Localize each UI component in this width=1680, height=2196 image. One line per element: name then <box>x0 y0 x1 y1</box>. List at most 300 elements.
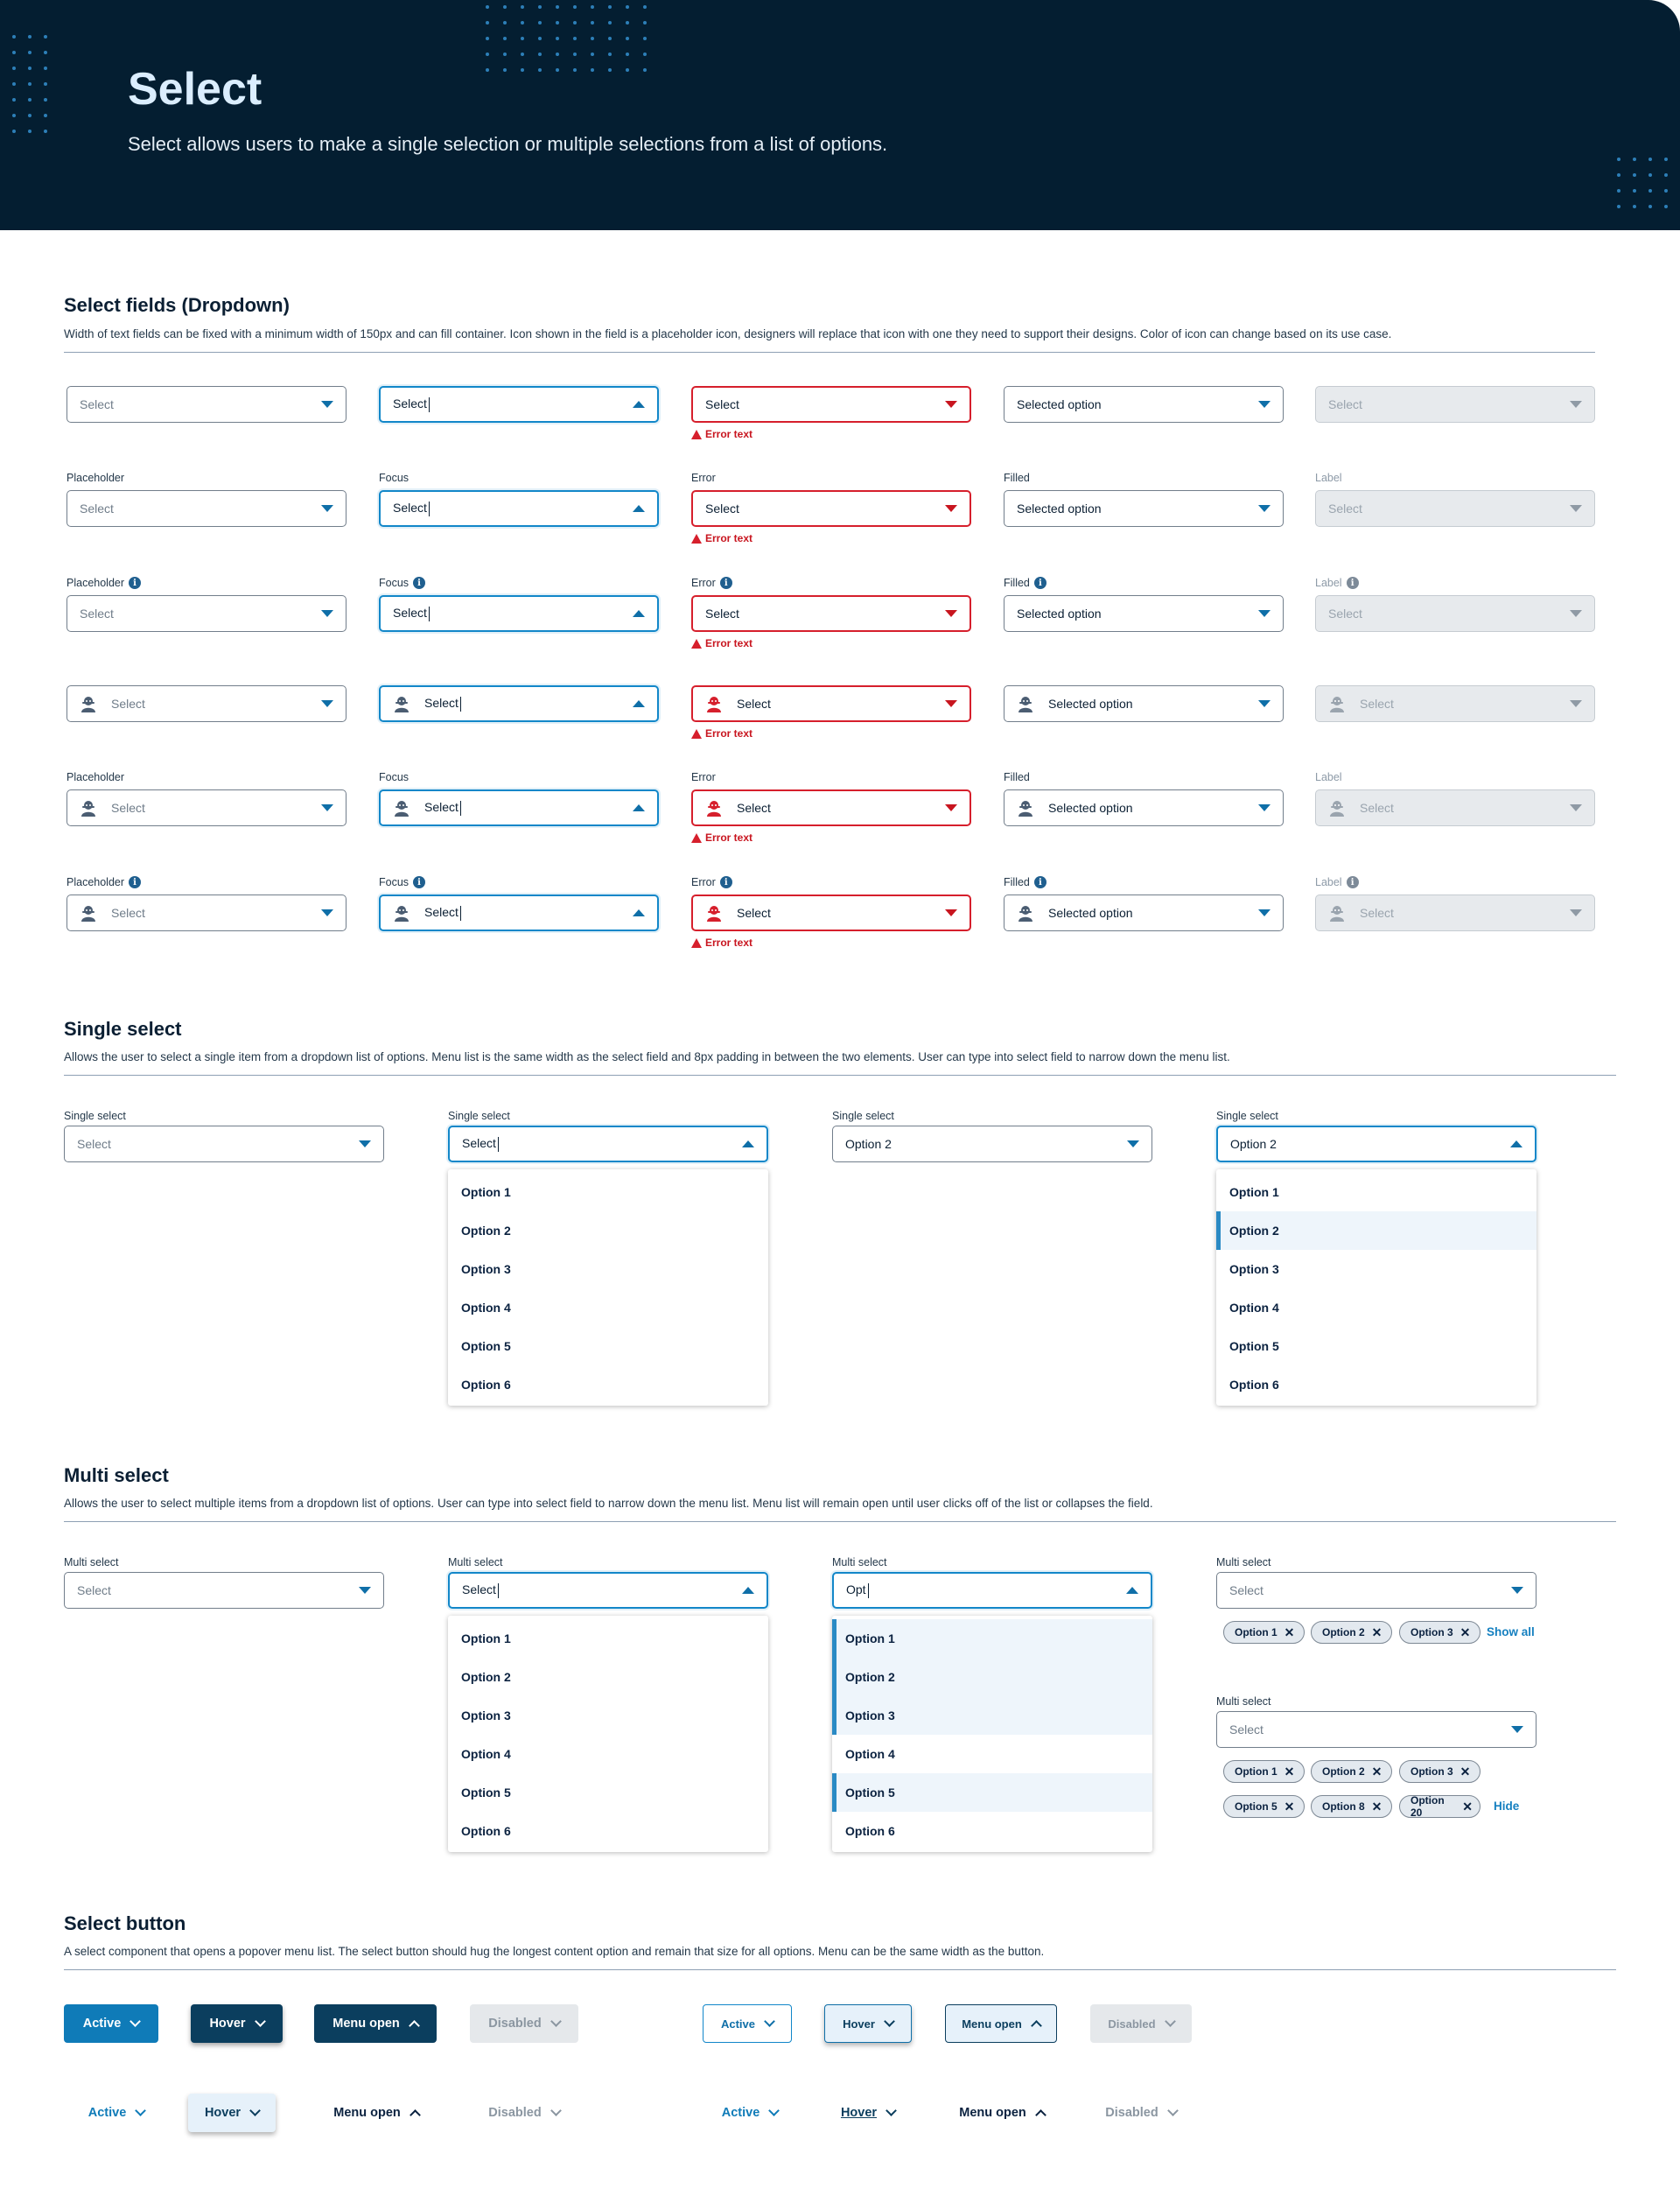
caret-down-icon <box>1511 1726 1523 1733</box>
field-label-text: Placeholder <box>66 577 125 589</box>
field-label-text: Focus <box>379 577 410 589</box>
field-label-text: Placeholder <box>66 876 125 888</box>
user-icon <box>1017 695 1034 712</box>
info-icon[interactable]: i <box>720 876 732 888</box>
caret-up-icon <box>742 1587 754 1594</box>
select-button-active[interactable] <box>703 2004 792 2043</box>
button-label: Active <box>82 2017 122 2031</box>
select-value: Select <box>705 502 739 516</box>
remove-icon[interactable]: ✕ <box>1284 1624 1295 1639</box>
caret-down-icon <box>321 700 333 707</box>
select-value: Select <box>1328 502 1362 516</box>
menu-option[interactable]: Option 4 <box>845 1747 895 1761</box>
select-value: Select <box>1360 906 1394 920</box>
option-menu <box>1216 1169 1536 1406</box>
chevron-down-icon <box>255 2016 266 2027</box>
field-label <box>1004 771 1030 783</box>
select-button-hover[interactable] <box>824 2094 912 2132</box>
page-title: Select <box>128 64 262 115</box>
chevron-up-icon <box>1031 2020 1042 2031</box>
select-value: Option 2 <box>1230 1137 1277 1151</box>
chevron-down-icon <box>1165 2016 1176 2027</box>
user-icon <box>1328 799 1346 817</box>
info-icon[interactable]: i <box>413 577 425 589</box>
select-value: Select <box>705 397 739 411</box>
select-button-menu-open[interactable] <box>945 2094 1059 2132</box>
text-cursor <box>429 607 430 621</box>
multi-select-field[interactable] <box>1216 1572 1536 1609</box>
select-field-disabled <box>1315 895 1595 931</box>
caret-down-icon <box>945 505 957 512</box>
user-icon <box>1328 695 1346 712</box>
field-label: Single select <box>448 1110 510 1122</box>
select-button-active[interactable] <box>64 2004 158 2043</box>
button-label: Active <box>88 2106 127 2120</box>
field-label-text: Error <box>691 771 716 783</box>
field-label <box>66 771 124 783</box>
select-field-placeholder[interactable] <box>66 895 346 931</box>
caret-down-icon <box>945 401 957 408</box>
select-field-focus[interactable] <box>379 386 659 423</box>
select-button-hover[interactable] <box>191 2004 283 2043</box>
caret-down-icon <box>1570 610 1582 617</box>
error-message: Error text <box>691 532 752 544</box>
field-label <box>1004 472 1030 484</box>
multi-select-field[interactable] <box>448 1572 768 1609</box>
caret-down-icon <box>945 909 957 916</box>
divider <box>64 1075 1616 1076</box>
chip-label: Option 2 <box>1322 1765 1365 1778</box>
caret-down-icon <box>1258 505 1270 512</box>
field-label <box>66 472 124 484</box>
warning-icon <box>691 430 702 439</box>
select-value: Select <box>737 697 771 711</box>
select-button-disabled <box>470 2004 578 2043</box>
field-label <box>66 577 141 589</box>
section-title-multi: Multi select <box>64 1464 169 1486</box>
caret-up-icon <box>633 909 645 916</box>
button-label: Menu open <box>959 2106 1026 2120</box>
caret-down-icon <box>945 610 957 617</box>
select-value: Select <box>111 801 145 815</box>
select-field-filled[interactable] <box>1004 386 1284 423</box>
caret-down-icon <box>1127 1140 1139 1147</box>
field-label <box>1315 876 1359 888</box>
select-field-error[interactable] <box>691 895 971 931</box>
menu-option[interactable]: Option 6 <box>1229 1378 1279 1392</box>
menu-option[interactable]: Option 4 <box>461 1747 511 1761</box>
field-label <box>379 577 425 589</box>
menu-option[interactable]: Option 1 <box>461 1631 511 1645</box>
select-field-placeholder[interactable] <box>66 789 346 826</box>
info-icon[interactable]: i <box>720 577 732 589</box>
select-value: Selected option <box>1048 697 1133 711</box>
menu-option[interactable]: Option 6 <box>461 1378 511 1392</box>
text-cursor <box>460 906 461 921</box>
error-message: Error text <box>691 428 752 440</box>
option-menu <box>448 1169 768 1406</box>
menu-option[interactable]: Option 1 <box>1229 1185 1279 1199</box>
select-value: Select <box>462 1582 742 1598</box>
user-icon <box>1328 904 1346 922</box>
select-value: Select <box>393 396 633 412</box>
select-button-hover[interactable] <box>188 2094 276 2132</box>
select-field-disabled <box>1315 789 1595 826</box>
field-label <box>691 771 716 783</box>
remove-icon[interactable]: ✕ <box>1460 1624 1471 1639</box>
select-button-menu-open[interactable] <box>314 2004 437 2043</box>
field-label <box>691 577 732 589</box>
field-label-text: Filled <box>1004 876 1030 888</box>
menu-option[interactable]: Option 5 <box>461 1786 511 1800</box>
menu-option[interactable]: Option 5 <box>832 1773 1152 1812</box>
info-icon[interactable]: i <box>1034 876 1046 888</box>
select-field-placeholder[interactable] <box>66 685 346 722</box>
section-desc-button: A select component that opens a popover menu list. The select button should hug the longest content option and remain that size for all options. Menu can be the same width as the button. <box>64 1945 1045 1958</box>
caret-down-icon <box>1258 909 1270 916</box>
remove-icon[interactable]: ✕ <box>1284 1799 1295 1814</box>
select-value: Selected option <box>1017 397 1102 411</box>
caret-down-icon <box>945 700 957 707</box>
divider <box>64 1969 1616 1970</box>
user-icon <box>393 695 410 712</box>
menu-option[interactable]: Option 2 <box>1216 1211 1536 1250</box>
select-button-disabled <box>1090 2004 1192 2043</box>
user-icon <box>80 695 97 712</box>
menu-option[interactable]: Option 6 <box>845 1824 895 1838</box>
select-value: Select <box>737 801 771 815</box>
select-value: Select <box>705 607 739 621</box>
caret-down-icon <box>321 610 333 617</box>
field-label-text: Error <box>691 472 716 484</box>
page-header <box>0 0 1680 230</box>
select-value: Select <box>77 1137 111 1151</box>
caret-up-icon <box>633 804 645 811</box>
chevron-up-icon <box>409 2020 420 2031</box>
single-select-field[interactable] <box>64 1126 384 1162</box>
select-field-error[interactable] <box>691 685 971 722</box>
field-label <box>1315 472 1342 484</box>
select-field-error[interactable] <box>691 490 971 527</box>
button-label: Disabled <box>488 2106 542 2120</box>
field-label-text: Filled <box>1004 771 1030 783</box>
select-field-disabled <box>1315 386 1595 423</box>
caret-up-icon <box>1510 1140 1522 1147</box>
chevron-up-icon <box>1035 2109 1046 2121</box>
select-value: Select <box>111 697 145 711</box>
select-field-placeholder[interactable] <box>66 595 346 632</box>
section-title-dropdown: Select fields (Dropdown) <box>64 294 290 316</box>
button-label: Hover <box>204 2106 242 2120</box>
button-label: Disabled <box>1108 2017 1156 2031</box>
select-value: Select <box>424 696 633 712</box>
selected-chip[interactable] <box>1399 1795 1480 1818</box>
decorative-dots <box>12 35 60 145</box>
menu-option[interactable]: Option 3 <box>832 1696 1152 1735</box>
show-all-link[interactable]: Show all <box>1487 1625 1535 1638</box>
text-cursor <box>429 397 430 412</box>
select-value: Selected option <box>1017 502 1102 516</box>
select-field-disabled <box>1315 685 1595 722</box>
field-label-text: Filled <box>1004 472 1030 484</box>
select-value: Select <box>424 905 633 921</box>
caret-up-icon <box>742 1140 754 1147</box>
selected-chip[interactable] <box>1311 1621 1392 1644</box>
user-icon <box>705 904 723 922</box>
menu-option[interactable]: Option 5 <box>461 1339 511 1353</box>
decorative-dots <box>1617 158 1680 221</box>
chip-label: Option 20 <box>1410 1794 1445 1819</box>
select-field-filled[interactable] <box>1004 685 1284 722</box>
select-button-menu-open[interactable] <box>945 2004 1057 2043</box>
selected-chip[interactable] <box>1223 1760 1305 1783</box>
field-label-text: Label <box>1315 577 1342 589</box>
warning-icon <box>691 729 702 739</box>
select-button-active[interactable] <box>703 2094 797 2132</box>
button-label: Menu open <box>332 2017 400 2031</box>
select-value: Opt <box>846 1582 1126 1598</box>
section-desc-dropdown: Width of text fields can be fixed with a minimum width of 150px and can fill container. Icon shown in the field is a placeholder icon, designers will replace that icon with one they need to support their designs. Color of icon can change based on its use case. <box>64 327 1392 340</box>
text-cursor <box>429 502 430 516</box>
select-value: Select <box>737 906 771 920</box>
field-label: Multi select <box>64 1556 119 1568</box>
select-value: Select <box>393 606 633 621</box>
user-icon <box>393 904 410 922</box>
caret-down-icon <box>1258 610 1270 617</box>
field-label-text: Label <box>1315 771 1342 783</box>
caret-up-icon <box>633 700 645 707</box>
info-icon[interactable]: i <box>129 577 141 589</box>
selected-chip[interactable] <box>1223 1795 1305 1818</box>
field-label: Multi select <box>1216 1556 1271 1568</box>
chevron-down-icon <box>249 2105 261 2116</box>
user-icon <box>80 799 97 817</box>
info-icon[interactable]: i <box>1034 577 1046 589</box>
select-value: Select <box>393 501 633 516</box>
field-label: Multi select <box>448 1556 503 1568</box>
field-label <box>379 876 425 888</box>
select-value: Select <box>80 397 114 411</box>
warning-icon <box>691 938 702 948</box>
select-button-disabled <box>1090 2094 1192 2132</box>
divider <box>64 352 1595 353</box>
caret-down-icon <box>1570 505 1582 512</box>
single-select-field[interactable] <box>832 1126 1152 1162</box>
user-icon <box>705 695 723 712</box>
menu-option[interactable]: Option 1 <box>461 1185 511 1199</box>
menu-option[interactable]: Option 3 <box>461 1262 511 1276</box>
chevron-down-icon <box>764 2016 775 2027</box>
field-label <box>1315 771 1342 783</box>
chip-label: Option 1 <box>1235 1626 1278 1638</box>
option-menu <box>832 1616 1152 1852</box>
button-label: Hover <box>843 2017 875 2031</box>
menu-option[interactable]: Option 4 <box>1229 1301 1279 1315</box>
caret-down-icon <box>1258 700 1270 707</box>
caret-down-icon <box>1570 909 1582 916</box>
info-icon[interactable]: i <box>1347 577 1359 589</box>
caret-down-icon <box>321 401 333 408</box>
field-label-text: Focus <box>379 472 410 484</box>
select-field-disabled <box>1315 595 1595 632</box>
menu-option[interactable]: Option 5 <box>1229 1339 1279 1353</box>
field-label: Multi select <box>832 1556 887 1568</box>
hide-link[interactable]: Hide <box>1494 1800 1520 1813</box>
select-field-filled[interactable] <box>1004 490 1284 527</box>
menu-option[interactable]: Option 3 <box>1229 1262 1279 1276</box>
info-icon[interactable]: i <box>1347 876 1359 888</box>
caret-down-icon <box>321 804 333 811</box>
select-field-focus[interactable] <box>379 490 659 527</box>
caret-down-icon <box>321 909 333 916</box>
select-value: Selected option <box>1048 801 1133 815</box>
caret-down-icon <box>945 804 957 811</box>
field-label-text: Placeholder <box>66 771 125 783</box>
field-label <box>1004 876 1046 888</box>
caret-down-icon <box>1258 401 1270 408</box>
user-icon <box>705 799 723 817</box>
caret-down-icon <box>1570 700 1582 707</box>
select-field-placeholder[interactable] <box>66 490 346 527</box>
select-value: Select <box>424 800 633 816</box>
button-label: Active <box>720 2017 756 2031</box>
single-select-field[interactable] <box>1216 1126 1536 1162</box>
select-field-focus[interactable] <box>379 595 659 632</box>
info-icon[interactable]: i <box>129 876 141 888</box>
error-message: Error text <box>691 831 752 844</box>
select-value: Select <box>1229 1583 1264 1597</box>
menu-option[interactable]: Option 3 <box>461 1708 511 1722</box>
chip-label: Option 2 <box>1322 1626 1365 1638</box>
menu-option[interactable]: Option 2 <box>461 1670 511 1684</box>
select-value: Select <box>111 906 145 920</box>
chevron-down-icon <box>768 2105 780 2116</box>
caret-down-icon <box>321 505 333 512</box>
multi-select-field[interactable] <box>832 1572 1152 1609</box>
chevron-down-icon <box>1167 2105 1179 2116</box>
text-cursor <box>498 1137 499 1152</box>
chevron-down-icon <box>130 2016 141 2027</box>
select-value: Selected option <box>1048 906 1133 920</box>
select-value: Select <box>80 502 114 516</box>
remove-icon[interactable]: ✕ <box>1371 1799 1382 1814</box>
selected-chip[interactable] <box>1311 1760 1392 1783</box>
menu-option[interactable]: Option 2 <box>461 1224 511 1238</box>
warning-icon <box>691 833 702 843</box>
multi-select-field[interactable] <box>64 1572 384 1609</box>
button-label: Active <box>721 2106 760 2120</box>
caret-up-icon <box>633 401 645 408</box>
select-field-error[interactable] <box>691 789 971 826</box>
error-message: Error text <box>691 937 752 949</box>
select-button-hover[interactable] <box>824 2004 912 2043</box>
chevron-down-icon <box>135 2105 146 2116</box>
menu-option[interactable]: Option 4 <box>461 1301 511 1315</box>
select-field-placeholder[interactable] <box>66 386 346 423</box>
chip-label: Option 1 <box>1235 1765 1278 1778</box>
chevron-up-icon <box>410 2109 421 2121</box>
caret-down-icon <box>359 1587 371 1594</box>
chip-label: Option 8 <box>1322 1800 1365 1813</box>
select-field-error[interactable] <box>691 595 971 632</box>
field-label-text: Error <box>691 577 716 589</box>
user-icon <box>1017 904 1034 922</box>
field-label: Single select <box>64 1110 126 1122</box>
caret-down-icon <box>1570 401 1582 408</box>
select-value: Selected option <box>1017 607 1102 621</box>
multi-select-field[interactable] <box>1216 1711 1536 1748</box>
select-value: Option 2 <box>845 1137 892 1151</box>
section-title-button: Select button <box>64 1912 186 1934</box>
remove-icon[interactable]: ✕ <box>1284 1764 1295 1779</box>
decorative-dots <box>486 5 661 84</box>
info-icon[interactable]: i <box>413 876 425 888</box>
select-value: Select <box>1328 397 1362 411</box>
divider <box>64 1521 1616 1522</box>
select-button-disabled <box>470 2094 578 2132</box>
option-menu <box>448 1616 768 1852</box>
remove-icon[interactable]: ✕ <box>1460 1764 1471 1779</box>
select-button-active[interactable] <box>64 2094 169 2132</box>
select-field-filled[interactable] <box>1004 789 1284 826</box>
field-label <box>691 472 716 484</box>
page-description: Select allows users to make a single selection or multiple selections from a list of options. <box>128 133 888 155</box>
caret-up-icon <box>633 610 645 617</box>
caret-up-icon <box>633 505 645 512</box>
selected-chip[interactable] <box>1399 1621 1480 1644</box>
remove-icon[interactable]: ✕ <box>1371 1764 1382 1779</box>
button-label: Hover <box>840 2106 878 2120</box>
select-field-focus[interactable] <box>379 789 659 826</box>
select-value: Select <box>77 1583 111 1597</box>
caret-down-icon <box>1570 804 1582 811</box>
single-select-field[interactable] <box>448 1126 768 1162</box>
selected-chip[interactable] <box>1399 1760 1480 1783</box>
select-field-error[interactable] <box>691 386 971 423</box>
field-label-text: Label <box>1315 876 1342 888</box>
field-label: Single select <box>1216 1110 1278 1122</box>
select-field-filled[interactable] <box>1004 895 1284 931</box>
chevron-down-icon <box>550 2105 562 2116</box>
remove-icon[interactable]: ✕ <box>1371 1624 1382 1639</box>
field-label <box>66 876 141 888</box>
remove-icon[interactable]: ✕ <box>1462 1799 1473 1814</box>
menu-option[interactable]: Option 1 <box>832 1619 1152 1658</box>
field-label <box>1315 577 1359 589</box>
select-value: Select <box>80 607 114 621</box>
error-message: Error text <box>691 727 752 740</box>
menu-option[interactable]: Option 6 <box>461 1824 511 1838</box>
field-label-text: Focus <box>379 876 410 888</box>
user-icon <box>80 904 97 922</box>
button-label: Menu open <box>962 2017 1022 2031</box>
select-field-filled[interactable] <box>1004 595 1284 632</box>
select-button-menu-open[interactable] <box>315 2094 438 2132</box>
text-cursor <box>498 1583 499 1598</box>
selected-chip[interactable] <box>1223 1621 1305 1644</box>
user-icon <box>393 799 410 817</box>
menu-option[interactable]: Option 2 <box>832 1658 1152 1696</box>
chevron-down-icon <box>550 2016 562 2027</box>
select-field-focus[interactable] <box>379 685 659 722</box>
field-label: Single select <box>832 1110 894 1122</box>
select-field-focus[interactable] <box>379 895 659 931</box>
selected-chip[interactable] <box>1311 1795 1392 1818</box>
chevron-down-icon <box>884 2016 895 2027</box>
text-cursor <box>868 1583 869 1598</box>
button-label: Hover <box>209 2017 246 2031</box>
chevron-down-icon <box>886 2105 897 2116</box>
